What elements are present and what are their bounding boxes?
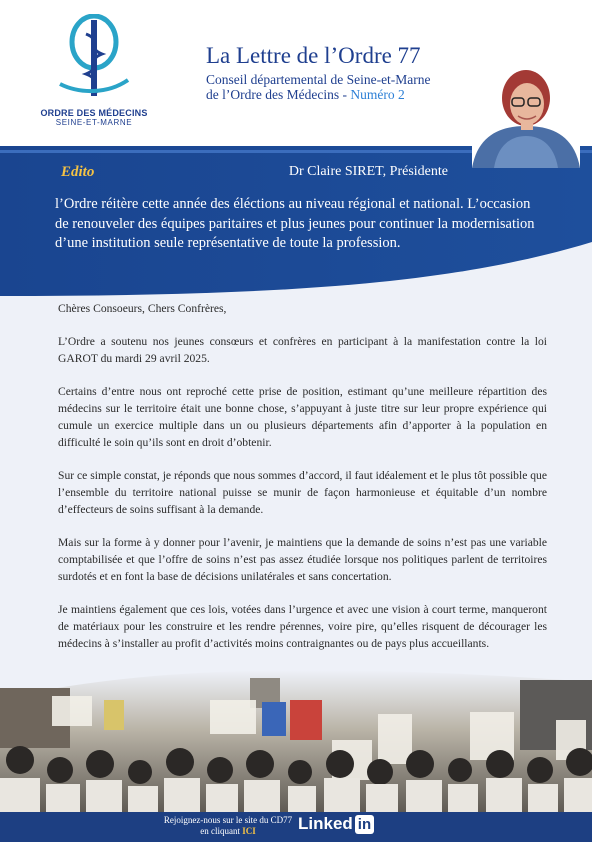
- letter-body: [58, 300, 547, 668]
- logo-subtitle: SEINE-ET-MARNE: [55, 118, 133, 127]
- letter-paragraph: Je maintiens également que ces lois, votées dans l’urgence et avec une vision à court terme, manqueront de matériaux pour les construire et les rendre pérennes, voire pire, qu’elles risquent de décourager les médecins à s’installer au profit d’activités moins contraignantes ou de pays plus accueillants.: [58, 603, 547, 650]
- logo-title: ORDRE DES MÉDECINS: [40, 108, 148, 118]
- ordre-logo: [34, 14, 154, 130]
- letter-paragraph: Sur ce simple constat, je réponds que nous sommes d’accord, il faut idéalement et le plus tôt possible que l’ensemble du territoire national puisse se munir de façon harmonieuse et équitable d’un nombre d’effecteurs de soins suffisant à la demande.: [58, 469, 547, 516]
- issue-number: Numéro 2: [350, 87, 405, 102]
- footer-line-1: Rejoignez-nous sur le site du CD77: [163, 815, 293, 825]
- subtitle-org: de l’Ordre des Médecins -: [206, 87, 351, 102]
- letter-paragraph: Mais sur la forme à y donner pour l’avenir, je maintiens que la demande de soins n’est pas une variable comptabilisée et que l’offre de soins n’est pas assez étudiée lorsque nos politiques parlent de territoires surdotés et en font la base de décisions unilatérales et sans concertation.: [58, 536, 547, 583]
- edito-author: Dr Claire SIRET, Présidente: [288, 164, 448, 179]
- footer-line-2-text: en cliquant: [200, 826, 243, 836]
- footer-line-2: [148, 826, 308, 837]
- letter-paragraph: Certains d’entre nous ont reproché cette prise de position, estimant qu’une meilleure répartition des médecins sur le territoire était une bonne chose, s’appuyant à juste titre sur leur propre expérience qui cumule un exercice multiple dans un ou plusieurs départements afin d’apporter à la population en difficulté le soin qu’ils sont en droit d’obtenir.: [58, 385, 547, 449]
- letter-paragraph: L’Ordre a soutenu nos jeunes consœurs et confrères en participant à la manifestation contre la loi GAROT du mardi 29 avril 2025.: [58, 335, 547, 365]
- edito-label: Edito: [61, 164, 95, 180]
- newsletter-subtitle-1: Conseil départemental de Seine-et-Marne: [206, 72, 431, 87]
- caduceus-icon: [56, 14, 132, 106]
- linkedin-box: in: [355, 815, 374, 834]
- newsletter-subtitle-2: [206, 87, 405, 103]
- site-link[interactable]: ICI: [242, 826, 256, 836]
- edito-intro: l’Ordre réitère cette année des éléctions au niveau régional et national. L’occasion de renouveler des équipes paritaires et plus jeunes pour continuer la modernisation d’une institution seule représentative de toute la profession.: [55, 196, 535, 251]
- linkedin-word: Linked: [298, 814, 353, 833]
- president-photo: [472, 64, 580, 168]
- linkedin-icon[interactable]: [298, 812, 374, 836]
- letter-paragraph: Chères Consoeurs, Chers Confrères,: [58, 302, 227, 315]
- footer-text: [148, 815, 308, 837]
- newsletter-title: La Lettre de l’Ordre 77: [206, 43, 421, 68]
